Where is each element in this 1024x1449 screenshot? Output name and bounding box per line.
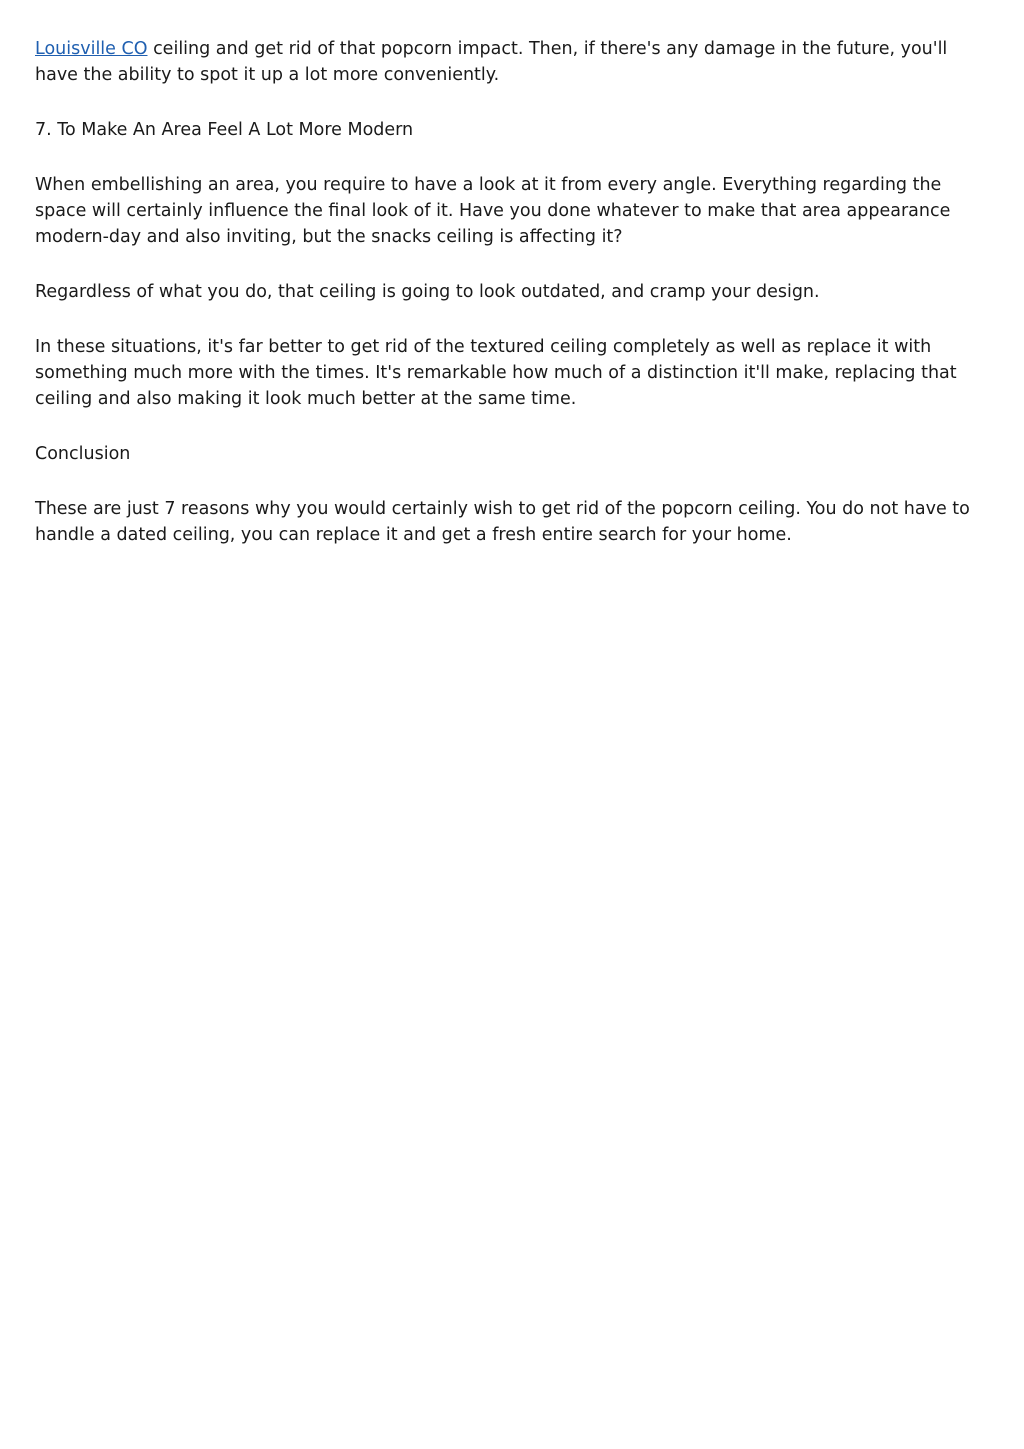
conclusion-paragraph: These are just 7 reasons why you would certainly wish to get rid of the popcorn ceiling. You do not have to handle a dated ceiling, you can replace it and get a fresh entire search for your home. [35, 499, 970, 545]
document-body [35, 36, 993, 577]
intro-paragraph [35, 36, 993, 88]
paragraph-situations: In these situations, it's far better to get rid of the textured ceiling completely as well as replace it with something much more with the times. It's remarkable how much of a distinction it'll make, replacing that ceiling and also making it look much better at the same time. [35, 337, 957, 409]
paragraph-embellishing: When embellishing an area, you require to have a look at it from every angle. Everything regarding the space will certainly influence the final look of it. Have you done whatever to make that area appearance modern-day and also inviting, but the snacks ceiling is affecting it? [35, 175, 951, 247]
intro-text: ceiling and get rid of that popcorn impact. Then, if there's any damage in the future, you'll have the ability to spot it up a lot more conveniently. [35, 39, 948, 85]
paragraph-outdated: Regardless of what you do, that ceiling is going to look outdated, and cramp your design. [35, 282, 820, 302]
section-heading-7: 7. To Make An Area Feel A Lot More Modern [35, 120, 414, 140]
louisville-co-link[interactable]: Louisville CO [35, 39, 148, 59]
conclusion-heading: Conclusion [35, 444, 131, 464]
